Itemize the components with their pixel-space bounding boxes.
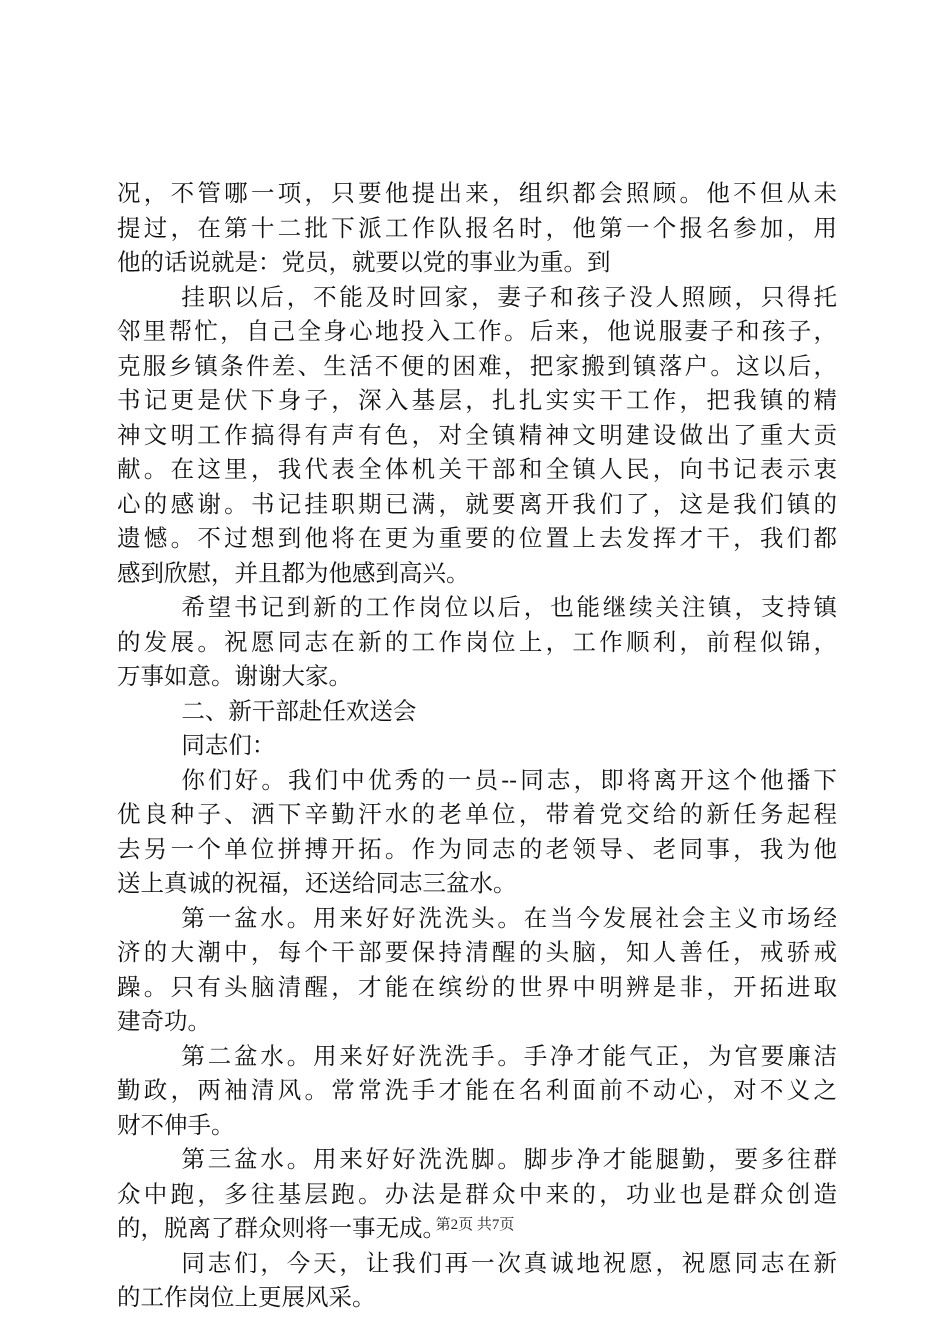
text-line: 献。在这里，我代表全体机关干部和全镇人民，向书记表示衷 xyxy=(117,455,837,483)
text-line: 万事如意。谢谢大家。 xyxy=(117,662,352,690)
text-line: 克服乡镇条件差、生活不便的困难，把家搬到镇落户。这以后， xyxy=(117,351,837,380)
text-line: 勤政，两袖清风。常常洗手才能在名利面前不动心，对不义之 xyxy=(117,1076,837,1104)
text-line: 第二盆水。用来好好洗洗手。手净才能气正，为官要廉洁 xyxy=(181,1041,837,1070)
text-line: 邻里帮忙，自己全身心地投入工作。后来，他说服妻子和孩子， xyxy=(117,317,837,345)
document-body xyxy=(117,176,837,1315)
page-footer: 第2页 共7页 xyxy=(435,1217,515,1233)
text-line: 财不伸手。 xyxy=(117,1110,235,1139)
text-line: 神文明工作搞得有声有色，对全镇精神文明建设做出了重大贡 xyxy=(117,420,837,449)
text-line: 第三盆水。用来好好洗洗脚。脚步净才能腿勤，要多往群 xyxy=(181,1145,837,1173)
text-line: 去另一个单位拼搏开拓。作为同志的老领导、老同事，我为他 xyxy=(117,834,837,863)
text-line: 的，脱离了群众则将一事无成。 xyxy=(117,1214,446,1242)
text-line: 送上真诚的祝福，还送给同志三盆水。 xyxy=(117,869,517,897)
text-line: 建奇功。 xyxy=(117,1007,211,1035)
text-line: 同志们，今天，让我们再一次真诚地祝愿，祝愿同志在新 xyxy=(181,1248,837,1277)
text-line: 第一盆水。用来好好洗洗头。在当今发展社会主义市场经 xyxy=(181,903,837,932)
text-line: 济的大潮中，每个干部要保持清醒的头脑，知人善任，戒骄戒 xyxy=(117,938,837,966)
text-line: 他的话说就是：党员，就要以党的事业为重。到 xyxy=(117,248,611,276)
text-line: 书记更是伏下身子，深入基层，扎扎实实干工作，把我镇的精 xyxy=(117,386,837,414)
text-line: 提过，在第十二批下派工作队报名时，他第一个报名参加，用 xyxy=(117,213,837,242)
text-line: 众中跑，多往基层跑。办法是群众中来的，功业也是群众创造 xyxy=(117,1179,837,1208)
text-line: 优良种子、洒下辛勤汗水的老单位，带着党交给的新任务起程 xyxy=(117,800,837,828)
text-line: 挂职以后，不能及时回家，妻子和孩子没人照顾，只得托 xyxy=(181,282,837,311)
text-line: 躁。只有头脑清醒，才能在缤纷的世界中明辨是非，开拓进取 xyxy=(117,972,837,1001)
text-line: 你们好。我们中优秀的一员--同志，即将离开这个他播下 xyxy=(181,765,837,794)
text-line: 心的感谢。书记挂职期已满，就要离开我们了，这是我们镇的 xyxy=(117,489,837,518)
text-line: 况，不管哪一项，只要他提出来，组织都会照顾。他不但从未 xyxy=(117,179,837,207)
text-line: 二、新干部赴任欢送会 xyxy=(181,696,417,725)
text-line: 遗憾。不过想到他将在更为重要的位置上去发挥才干，我们都 xyxy=(117,524,837,552)
text-line: 希望书记到新的工作岗位以后，也能继续关注镇，支持镇 xyxy=(181,593,837,621)
text-line: 的工作岗位上更展风采。 xyxy=(117,1283,376,1311)
text-line: 的发展。祝愿同志在新的工作岗位上，工作顺利，前程似锦， xyxy=(117,627,837,656)
text-line: 同志们： xyxy=(181,731,276,759)
text-line: 感到欣慰，并且都为他感到高兴。 xyxy=(117,558,470,587)
